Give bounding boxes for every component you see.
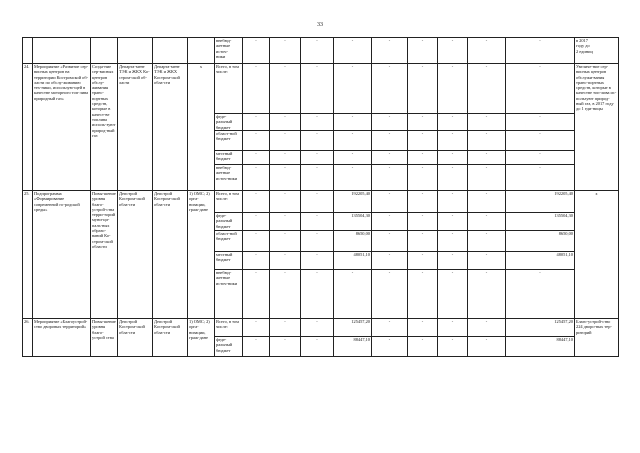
cell-value: - xyxy=(468,114,506,131)
cell-value: 125457,20 xyxy=(334,319,372,337)
cell-goal: Повы-шение уровня благо-устрой ства xyxy=(91,319,118,357)
cell-value: - xyxy=(243,337,270,357)
cell-value: - xyxy=(372,131,408,151)
cell-source: област-ной бюджет xyxy=(215,131,243,151)
cell-source: феде-ральный бюджет xyxy=(215,114,243,131)
cell-source: внебюд-жетные источ-ники xyxy=(215,165,243,191)
cell-value: - xyxy=(468,38,506,64)
cell-value: - xyxy=(468,231,506,252)
program-table xyxy=(22,37,619,357)
cell-value: - xyxy=(270,191,301,213)
cell-value: - xyxy=(408,319,438,337)
cell-value: - xyxy=(408,38,438,64)
cell-value: - xyxy=(438,131,468,151)
cell-value: 48051,10 xyxy=(506,252,575,270)
cell-num: 26. xyxy=(23,319,33,357)
cell-value: - xyxy=(408,114,438,131)
cell-source: Всего, в том числе: xyxy=(215,191,243,213)
cell-source: Всего, в том числе: xyxy=(215,64,243,114)
cell-value: - xyxy=(334,131,372,151)
cell-num: 25. xyxy=(23,191,33,319)
cell-value: - xyxy=(372,114,408,131)
cell-value: - xyxy=(468,191,506,213)
cell-executor: Депстрой Костром-ской обла-сти xyxy=(118,191,153,319)
cell-value: - xyxy=(438,64,468,114)
cell-value: - xyxy=(506,270,575,319)
cell-source: местный бюджет xyxy=(215,252,243,270)
cell-value: - xyxy=(334,114,372,131)
cell-value: - xyxy=(438,114,468,131)
cell-value: - xyxy=(270,131,301,151)
cell-value: - xyxy=(301,337,334,357)
cell-coexecutor: Департа-мент ТЭК и ЖКХ Костром-ской обла-сти xyxy=(153,64,188,191)
cell-value: - xyxy=(438,319,468,337)
cell-basis: 1) ОМС; 2) орга-низации, граж-дане xyxy=(188,319,215,357)
cell-value: - xyxy=(334,270,372,319)
cell-value: - xyxy=(372,165,408,191)
cell-coexecutor: Депстрой Костром-ской обла-сти xyxy=(153,191,188,319)
cell-value: - xyxy=(468,165,506,191)
cell-value: - xyxy=(438,191,468,213)
cell-value: 192205,40 xyxy=(334,191,372,213)
cell-value: 8650,00 xyxy=(506,231,575,252)
page-number: 33 xyxy=(317,22,323,28)
cell-value: - xyxy=(243,114,270,131)
cell-value: - xyxy=(372,64,408,114)
cell-value: - xyxy=(301,114,334,131)
cell-value: - xyxy=(506,38,575,64)
cell-value: - xyxy=(243,252,270,270)
cell-value: - xyxy=(372,319,408,337)
cell-executor: Депстрой Костром-ской обла-сти xyxy=(118,319,153,357)
cell-value: - xyxy=(334,151,372,165)
cell-value: - xyxy=(438,165,468,191)
cell-value: - xyxy=(301,319,334,337)
cell-value: - xyxy=(506,114,575,131)
cell-value: - xyxy=(334,165,372,191)
cell-basis: x xyxy=(188,64,215,191)
cell-value: 135504,30 xyxy=(506,213,575,231)
cell-value: - xyxy=(408,213,438,231)
cell-value: - xyxy=(334,64,372,114)
cell-value: - xyxy=(243,213,270,231)
cell-value: - xyxy=(468,151,506,165)
cell-value: - xyxy=(468,337,506,357)
cell-value: - xyxy=(301,64,334,114)
cell-value: - xyxy=(243,231,270,252)
cell-value: - xyxy=(301,231,334,252)
cell-source: Всего, в том числе: xyxy=(215,319,243,337)
cell-value: - xyxy=(243,151,270,165)
cell-value: - xyxy=(506,151,575,165)
cell-value: - xyxy=(438,270,468,319)
cell-result: в 2017 году до 2 единиц xyxy=(575,38,619,64)
cell-value: 48051,10 xyxy=(334,252,372,270)
cell-value: - xyxy=(506,64,575,114)
cell-coexecutor: Депстрой Костром-ской обла-сти xyxy=(153,319,188,357)
cell-value: - xyxy=(243,64,270,114)
cell-source: местный бюджет xyxy=(215,151,243,165)
cell-source: внебюд-жетные источ-ники xyxy=(215,270,243,319)
cell-num: 24. xyxy=(23,64,33,191)
cell-value: - xyxy=(506,131,575,151)
cell-value: - xyxy=(408,231,438,252)
cell-value: - xyxy=(243,270,270,319)
cell-value: - xyxy=(301,131,334,151)
cell-value: - xyxy=(301,191,334,213)
cell-result: Увеличе-ние сер-висных центров обслужи-вания транс-портных средств, которые в качестве топ-лива ис-пользуют природ-ный газ, в 2017 году до 1 еди-ницы xyxy=(575,64,619,191)
cell-goal xyxy=(91,38,118,64)
table-body xyxy=(23,38,619,357)
cell-source: феде-ральный бюджет xyxy=(215,213,243,231)
cell-value: - xyxy=(372,38,408,64)
cell-value: - xyxy=(408,191,438,213)
cell-value: - xyxy=(270,270,301,319)
cell-value: - xyxy=(372,191,408,213)
cell-value: - xyxy=(243,191,270,213)
cell-result: x xyxy=(575,191,619,319)
cell-value: - xyxy=(372,231,408,252)
cell-value: 88447,10 xyxy=(334,337,372,357)
table-row-continuation xyxy=(23,38,619,64)
cell-value: - xyxy=(408,270,438,319)
cell-value: 135504,30 xyxy=(334,213,372,231)
cell-value: - xyxy=(408,337,438,357)
cell-value: - xyxy=(372,213,408,231)
cell-value: - xyxy=(372,151,408,165)
cell-num xyxy=(23,38,33,64)
cell-value: - xyxy=(468,64,506,114)
cell-value: - xyxy=(270,114,301,131)
cell-value: - xyxy=(468,252,506,270)
cell-value: - xyxy=(301,165,334,191)
cell-source: внебюд- жетные источ- ники xyxy=(215,38,243,64)
cell-value: - xyxy=(301,252,334,270)
table-row-26 xyxy=(23,319,619,337)
cell-source: област-ной бюджет xyxy=(215,231,243,252)
cell-basis xyxy=(188,38,215,64)
cell-value: - xyxy=(301,270,334,319)
cell-value: - xyxy=(438,231,468,252)
cell-value: - xyxy=(270,165,301,191)
cell-value: - xyxy=(438,151,468,165)
cell-name: Подпрограмма «Формирование современной го-родской среды» xyxy=(33,191,91,319)
cell-name: Мероприятие «Благоустрой-ство дворовых территорий» xyxy=(33,319,91,357)
cell-name: Мероприятие «Развитие сер-висных центров на территории Костромской об-ласти по обслу-живанию тех-ники, использую-щей в качестве моторного топ-лива природный газ» xyxy=(33,64,91,191)
cell-result: Благо-устрой-ство 224 дворо-вых тер-риторий xyxy=(575,319,619,357)
cell-coexecutor xyxy=(153,38,188,64)
cell-value: - xyxy=(270,337,301,357)
cell-value: - xyxy=(270,319,301,337)
cell-value: - xyxy=(408,131,438,151)
cell-value: - xyxy=(243,131,270,151)
cell-value: - xyxy=(270,231,301,252)
cell-value: 125457,20 xyxy=(506,319,575,337)
cell-value: - xyxy=(270,38,301,64)
cell-value: - xyxy=(468,131,506,151)
cell-value: - xyxy=(301,38,334,64)
cell-value: - xyxy=(334,38,372,64)
cell-value: - xyxy=(468,213,506,231)
cell-value: - xyxy=(408,151,438,165)
cell-goal: Созда-ние сер-висных центров обслу-живания транс-портных средств, которые в качест-ве топлива исполь-зуют природ-ный газ xyxy=(91,64,118,191)
cell-value: - xyxy=(270,151,301,165)
cell-value: - xyxy=(438,213,468,231)
cell-value: - xyxy=(301,151,334,165)
cell-goal: Повы-шение уровня благо-устрой-ства терри-торий муни-ци-паль-ных образо-ваний Ко-стром-ской области xyxy=(91,191,118,319)
cell-value: 192205,40 xyxy=(506,191,575,213)
cell-value: - xyxy=(372,252,408,270)
cell-value: - xyxy=(270,252,301,270)
table-row-24 xyxy=(23,64,619,114)
cell-value: - xyxy=(438,337,468,357)
cell-value: 8650,00 xyxy=(334,231,372,252)
cell-value: - xyxy=(438,38,468,64)
cell-value: - xyxy=(372,337,408,357)
cell-value: 88447,10 xyxy=(506,337,575,357)
cell-value: - xyxy=(243,165,270,191)
cell-value: - xyxy=(301,213,334,231)
cell-executor: Департа-мент ТЭК и ЖКХ Ко-стром-ской об-ласти xyxy=(118,64,153,191)
cell-value: - xyxy=(270,64,301,114)
cell-executor xyxy=(118,38,153,64)
cell-value: - xyxy=(506,165,575,191)
cell-value: - xyxy=(270,213,301,231)
cell-name xyxy=(33,38,91,64)
cell-value: - xyxy=(372,270,408,319)
cell-value: - xyxy=(438,252,468,270)
cell-value: - xyxy=(243,38,270,64)
cell-value: - xyxy=(408,165,438,191)
cell-value: - xyxy=(408,64,438,114)
cell-value: - xyxy=(243,319,270,337)
cell-value: - xyxy=(468,319,506,337)
cell-source: феде-ральный бюджет xyxy=(215,337,243,357)
cell-value: - xyxy=(468,270,506,319)
table-row-25 xyxy=(23,191,619,213)
cell-value: - xyxy=(408,252,438,270)
cell-basis: 1) ОМС; 2) орга-низации, граж-дане xyxy=(188,191,215,319)
